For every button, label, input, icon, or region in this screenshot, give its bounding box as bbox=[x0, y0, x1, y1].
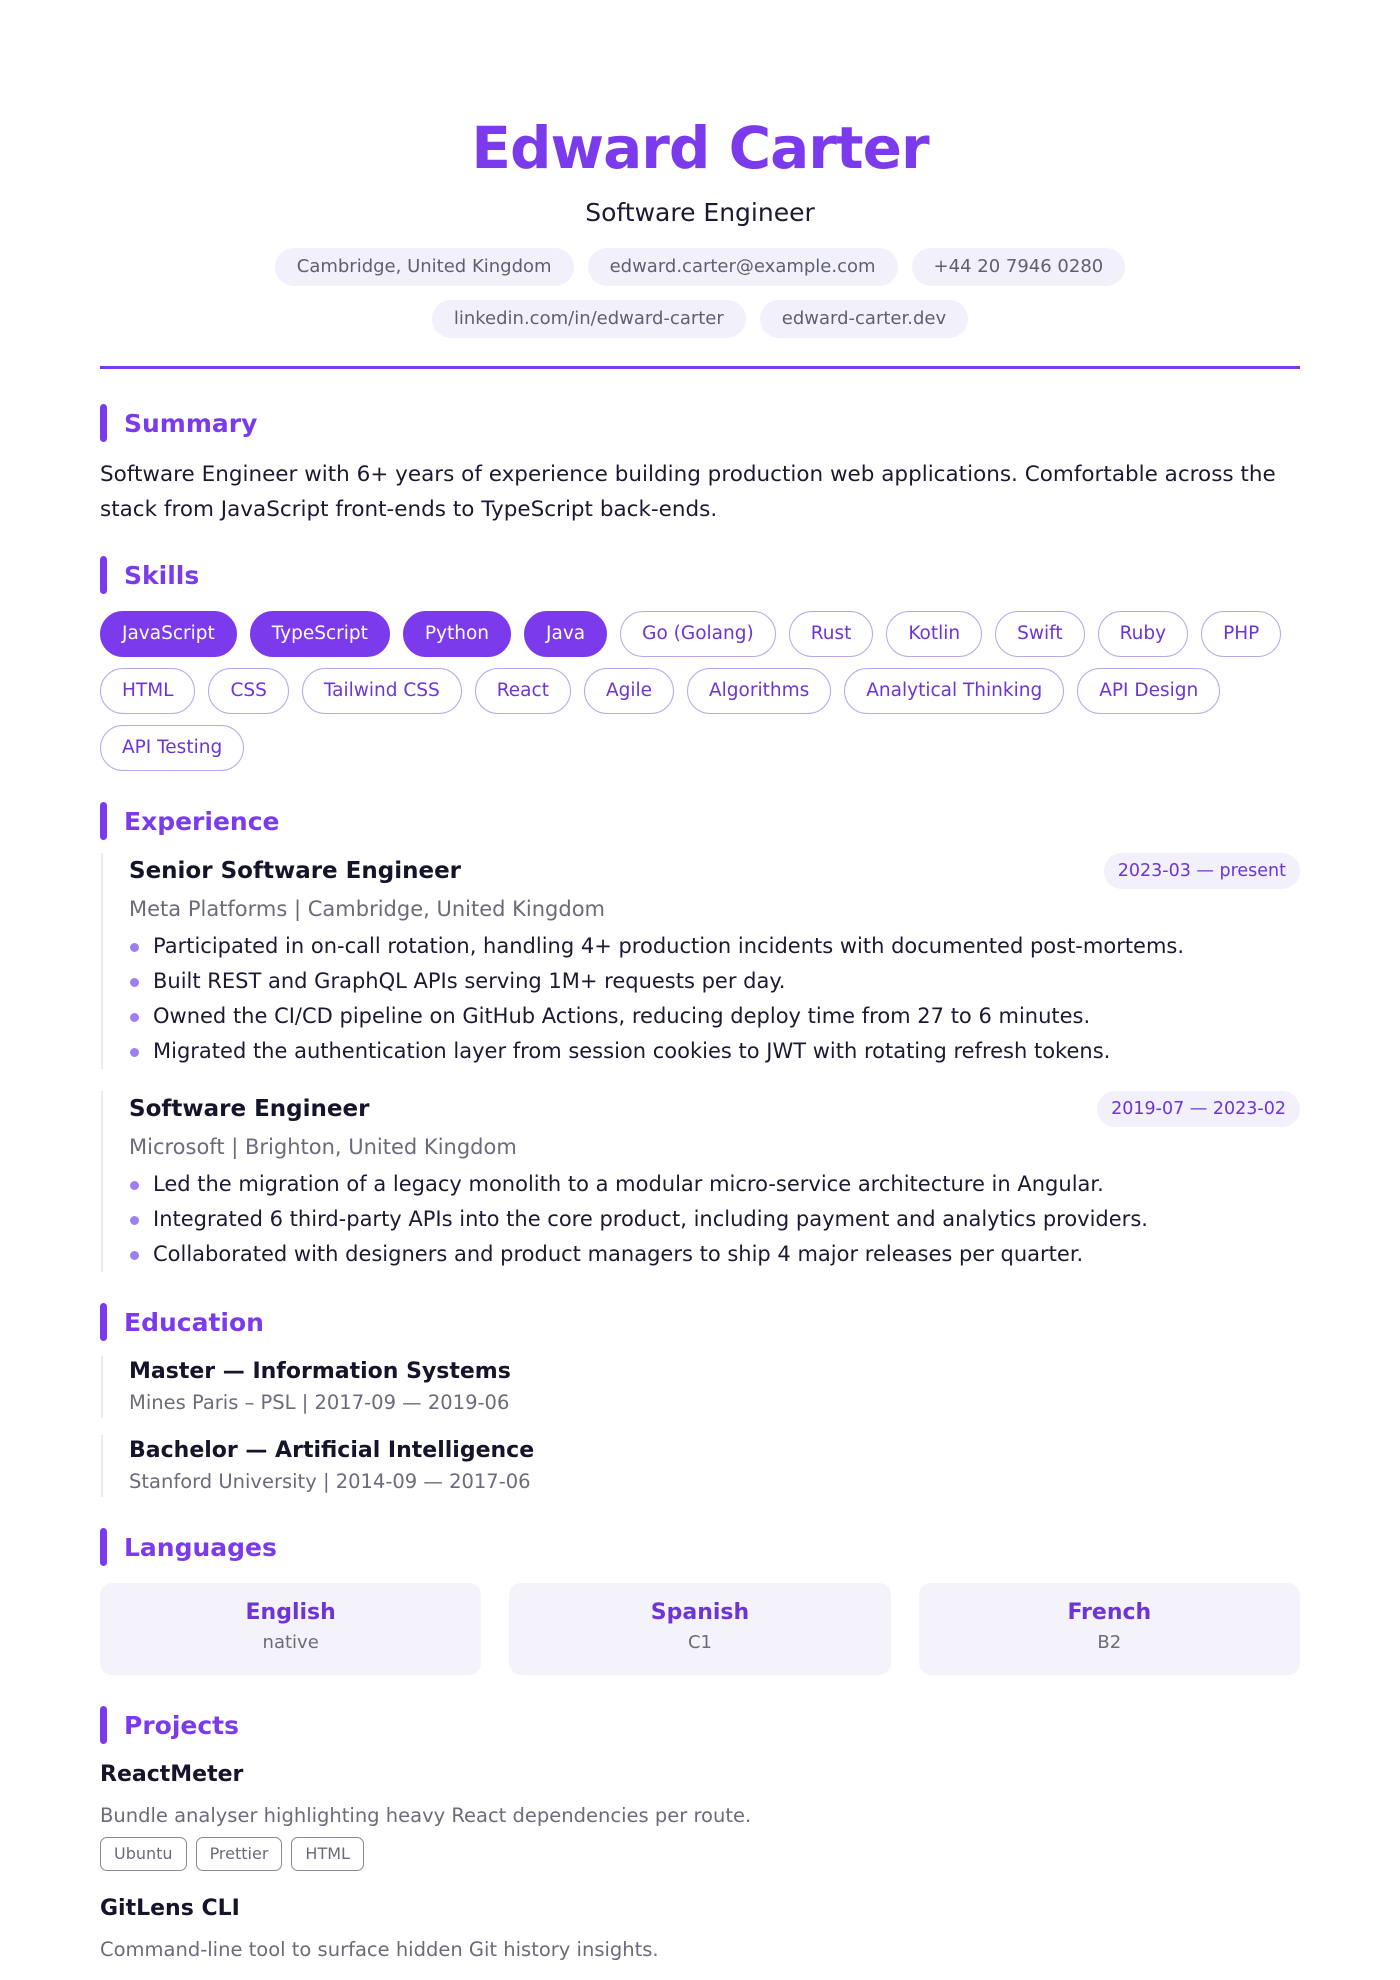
languages-heading bbox=[100, 1527, 1300, 1567]
languages-section bbox=[100, 1527, 1300, 1675]
projects-section bbox=[100, 1705, 1300, 1965]
candidate-role: Software Engineer bbox=[585, 198, 815, 227]
job-company: Meta Platforms | Cambridge, United Kingdom bbox=[129, 897, 606, 921]
skill-tag: Kotlin bbox=[886, 611, 982, 657]
job-entry bbox=[101, 1091, 1300, 1272]
header-divider bbox=[100, 366, 1300, 369]
job-title: Software Engineer bbox=[129, 1096, 370, 1122]
resume-header bbox=[100, 0, 1300, 338]
job-company: Microsoft | Brighton, United Kingdom bbox=[129, 1135, 517, 1159]
skill-tag: Analytical Thinking bbox=[844, 668, 1064, 714]
education-degree: Bachelor — Artificial Intelligence bbox=[129, 1438, 535, 1463]
skill-tag: Rust bbox=[789, 611, 874, 657]
projects-heading bbox=[100, 1705, 1300, 1745]
skill-tag: Python bbox=[403, 611, 511, 657]
skill-tag: React bbox=[475, 668, 571, 714]
skill-tag: CSS bbox=[208, 668, 288, 714]
skill-tag: API Testing bbox=[100, 725, 244, 771]
section-accent-bar bbox=[100, 404, 107, 442]
education-entry bbox=[101, 1435, 1300, 1497]
job-bullet: Led the migration of a legacy monolith to a modular micro-service architecture in Angular. bbox=[129, 1167, 1300, 1202]
skill-tag: Ruby bbox=[1098, 611, 1188, 657]
education-heading bbox=[100, 1302, 1300, 1342]
project-tag: HTML bbox=[291, 1837, 364, 1871]
summary-text: Software Engineer with 6+ years of experience building production web applications. Comfortable across the stack from JavaScript front-ends to TypeScript back-ends. bbox=[100, 462, 1276, 522]
language-card bbox=[509, 1583, 890, 1675]
skill-tag: Swift bbox=[995, 611, 1084, 657]
languages-list bbox=[100, 1583, 1300, 1675]
section-title-text: Education bbox=[124, 1307, 264, 1337]
skill-tag: Go (Golang) bbox=[620, 611, 776, 657]
section-accent-bar bbox=[100, 1528, 107, 1566]
summary-section bbox=[100, 403, 1300, 527]
skill-tag: Agile bbox=[584, 668, 674, 714]
candidate-name: Edward Carter bbox=[471, 114, 929, 182]
experience-heading bbox=[100, 801, 1300, 841]
language-level: C1 bbox=[687, 1632, 712, 1653]
project-entry bbox=[100, 1893, 1300, 1965]
section-title-text: Languages bbox=[124, 1532, 277, 1562]
project-tag: Prettier bbox=[196, 1837, 283, 1871]
summary-heading bbox=[100, 403, 1300, 443]
job-bullet: Migrated the authentication layer from session cookies to JWT with rotating refresh tokens. bbox=[129, 1034, 1300, 1069]
section-accent-bar bbox=[100, 1706, 107, 1744]
contact-website[interactable]: edward-carter.dev bbox=[760, 300, 968, 338]
contact-email[interactable]: edward.carter@example.com bbox=[588, 248, 898, 286]
skill-tag: Tailwind CSS bbox=[302, 668, 462, 714]
section-title-text: Summary bbox=[124, 408, 258, 438]
experience-section bbox=[100, 801, 1300, 1272]
language-level: B2 bbox=[1097, 1632, 1122, 1653]
section-accent-bar bbox=[100, 556, 107, 594]
job-bullet: Collaborated with designers and product managers to ship 4 major releases per quarter. bbox=[129, 1237, 1300, 1272]
language-card bbox=[919, 1583, 1300, 1675]
language-level: native bbox=[262, 1632, 319, 1653]
section-title-text: Experience bbox=[124, 806, 280, 836]
project-description: Command-line tool to surface hidden Git history insights. bbox=[100, 1938, 659, 1961]
job-date-badge: 2023-03 — present bbox=[1104, 853, 1300, 889]
project-description: Bundle analyser highlighting heavy React dependencies per route. bbox=[100, 1804, 752, 1827]
job-bullet: Participated in on-call rotation, handling 4+ production incidents with documented post-mortems. bbox=[129, 929, 1300, 964]
contact-location: Cambridge, United Kingdom bbox=[275, 248, 574, 286]
language-name: French bbox=[1067, 1600, 1152, 1625]
skill-tag: Java bbox=[524, 611, 607, 657]
education-meta: Stanford University | 2014-09 — 2017-06 bbox=[129, 1470, 531, 1493]
education-degree: Master — Information Systems bbox=[129, 1359, 511, 1384]
skills-heading bbox=[100, 555, 1300, 595]
job-title: Senior Software Engineer bbox=[129, 858, 462, 884]
job-bullets bbox=[129, 1167, 1300, 1272]
project-tags bbox=[100, 1837, 1300, 1871]
language-name: English bbox=[245, 1600, 336, 1625]
skill-tag: HTML bbox=[100, 668, 195, 714]
job-bullet: Integrated 6 third-party APIs into the core product, including payment and analytics providers. bbox=[129, 1202, 1300, 1237]
skill-tag: Algorithms bbox=[687, 668, 831, 714]
project-name: ReactMeter bbox=[100, 1762, 244, 1787]
job-bullet: Owned the CI/CD pipeline on GitHub Actions, reducing deploy time from 27 to 6 minutes. bbox=[129, 999, 1300, 1034]
project-name: GitLens CLI bbox=[100, 1896, 240, 1921]
language-card bbox=[100, 1583, 481, 1675]
contact-linkedin[interactable]: linkedin.com/in/edward-carter bbox=[432, 300, 746, 338]
job-bullet: Built REST and GraphQL APIs serving 1M+ requests per day. bbox=[129, 964, 1300, 999]
section-accent-bar bbox=[100, 1303, 107, 1341]
skills-list bbox=[100, 611, 1300, 771]
skill-tag: API Design bbox=[1077, 668, 1220, 714]
skill-tag: TypeScript bbox=[250, 611, 390, 657]
section-title-text: Skills bbox=[124, 560, 200, 590]
education-section bbox=[100, 1302, 1300, 1497]
section-title-text: Projects bbox=[124, 1710, 240, 1740]
job-bullets bbox=[129, 929, 1300, 1069]
contact-phone[interactable]: +44 20 7946 0280 bbox=[912, 248, 1126, 286]
skill-tag: JavaScript bbox=[100, 611, 237, 657]
contact-row-2 bbox=[100, 300, 1300, 338]
section-accent-bar bbox=[100, 802, 107, 840]
language-name: Spanish bbox=[650, 1600, 750, 1625]
contact-row-1 bbox=[100, 248, 1300, 286]
education-meta: Mines Paris – PSL | 2017-09 — 2019-06 bbox=[129, 1391, 510, 1414]
education-entry bbox=[101, 1356, 1300, 1418]
skill-tag: PHP bbox=[1201, 611, 1281, 657]
project-entry bbox=[100, 1759, 1300, 1871]
job-entry bbox=[101, 853, 1300, 1069]
project-tag: Ubuntu bbox=[100, 1837, 187, 1871]
job-date-badge: 2019-07 — 2023-02 bbox=[1097, 1091, 1300, 1127]
skills-section bbox=[100, 555, 1300, 771]
